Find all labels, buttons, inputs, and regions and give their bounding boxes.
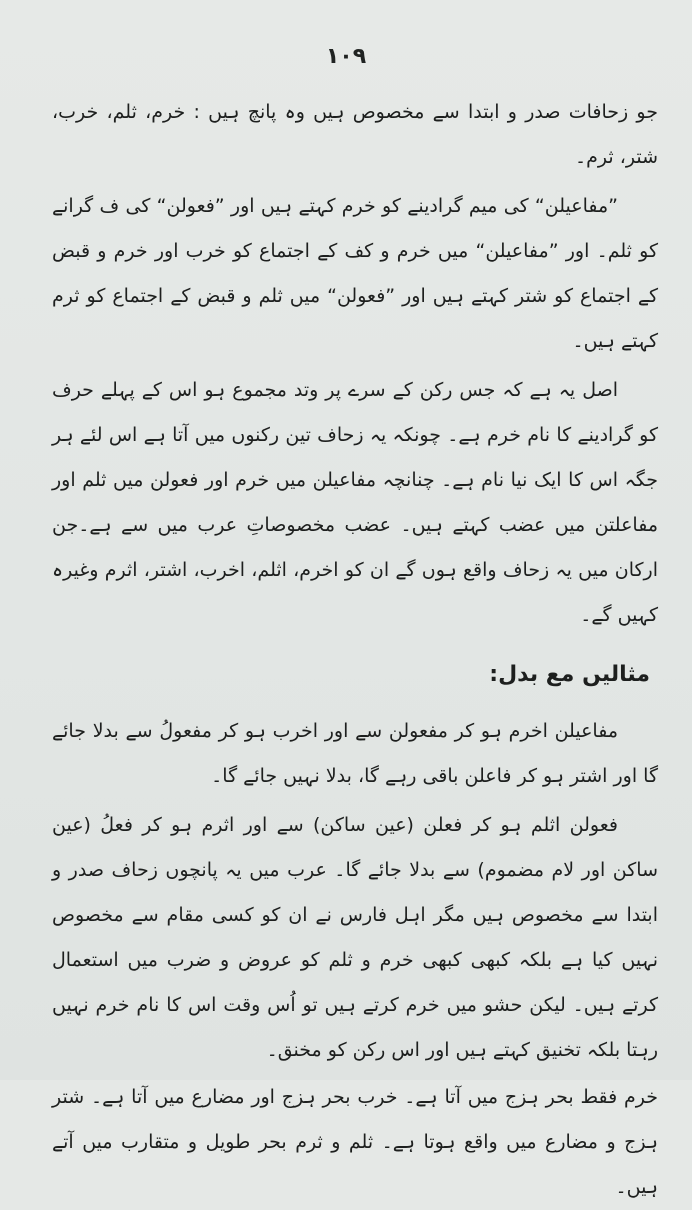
paragraph-example-mafaeelun: مفاعیلن اخرم ہو کر مفعولن سے اور اخرب ہو کر مفعولُ سے بدلا جائے گا اور اشتر ہو کر فاعلن باقی رہے گا، بدلا نہیں جائے گا۔ [52,720,658,787]
section-heading: مثالیں مع بدل: [489,662,650,687]
paragraph-definitions: ”مفاعیلن“ کی میم گرادینے کو خرم کہتے ہیں اور ”فعولن“ کی ف گرانے کو ثلم۔ اور ”مفاعیلن“ میں خرم و کف کے اجتماع کو خرب اور خرم و قبض کے اجتماع کو شتر کہتے ہیں اور ”فعولن“ میں ثلم و قبض کے اجتماع کو ثرم کہتے ہیں۔ [52,195,658,352]
page-body [52,90,658,1210]
paragraph-explanation: اصل یہ ہے کہ جس رکن کے سرے پر وتد مجموع ہو اس کے پہلے حرف کو گرادینے کا نام خرم ہے۔ چونکہ یہ زحاف تین رکنوں میں آتا ہے اس لئے ہر جگہ اس کا ایک نیا نام ہے۔ چنانچہ مفاعیلن میں خرم اور فعولن میں ثلم اور مفاعلتن میں عضب کہتے ہیں۔ عضب مخصوصاتِ عرب میں سے ہے۔جن ارکان میں یہ زحاف واقع ہوں گے ان کو اخرم، اثلم، اخرب، اشتر، اثرم وغیرہ کہیں گے۔ [52,379,658,626]
paragraph-example-faoolun: فعولن اثلم ہو کر فعلن (عین ساکن) سے اور اثرم ہو کر فعلُ (عین ساکن اور لام مضموم) سے بدلا جائے گا۔ عرب میں یہ پانچوں زحاف صدر و ابتدا سے مخصوص ہیں مگر اہل فارس نے ان کو کسی مقام سے مخصوص نہیں کیا ہے بلکہ کبھی کبھی خرم و ثلم کو عروض و ضرب میں استعمال کرتے ہیں۔ لیکن حشو میں خرم کرتے ہیں تو اُس وقت اس کا نام خرم نہیں رہتا بلکہ تخنیق کہتے ہیں اور اس رکن کو مخنق۔ [52,814,658,1061]
paragraph-intro: جو زحافات صدر و ابتدا سے مخصوص ہیں وہ پانچ ہیں : خرم، ثلم، خرب، شتر، ثرم۔ [52,101,658,168]
page-number: ۱۰۹ [325,44,367,69]
paragraph-meters: خرم فقط بحر ہزج میں آتا ہے۔ خرب بحر ہزج اور مضارع میں آتا ہے۔ شتر ہزج و مضارع میں واقع ہوتا ہے۔ ثلم و ثرم بحر طویل و متقارب میں آتے ہیں۔ [52,1086,658,1198]
